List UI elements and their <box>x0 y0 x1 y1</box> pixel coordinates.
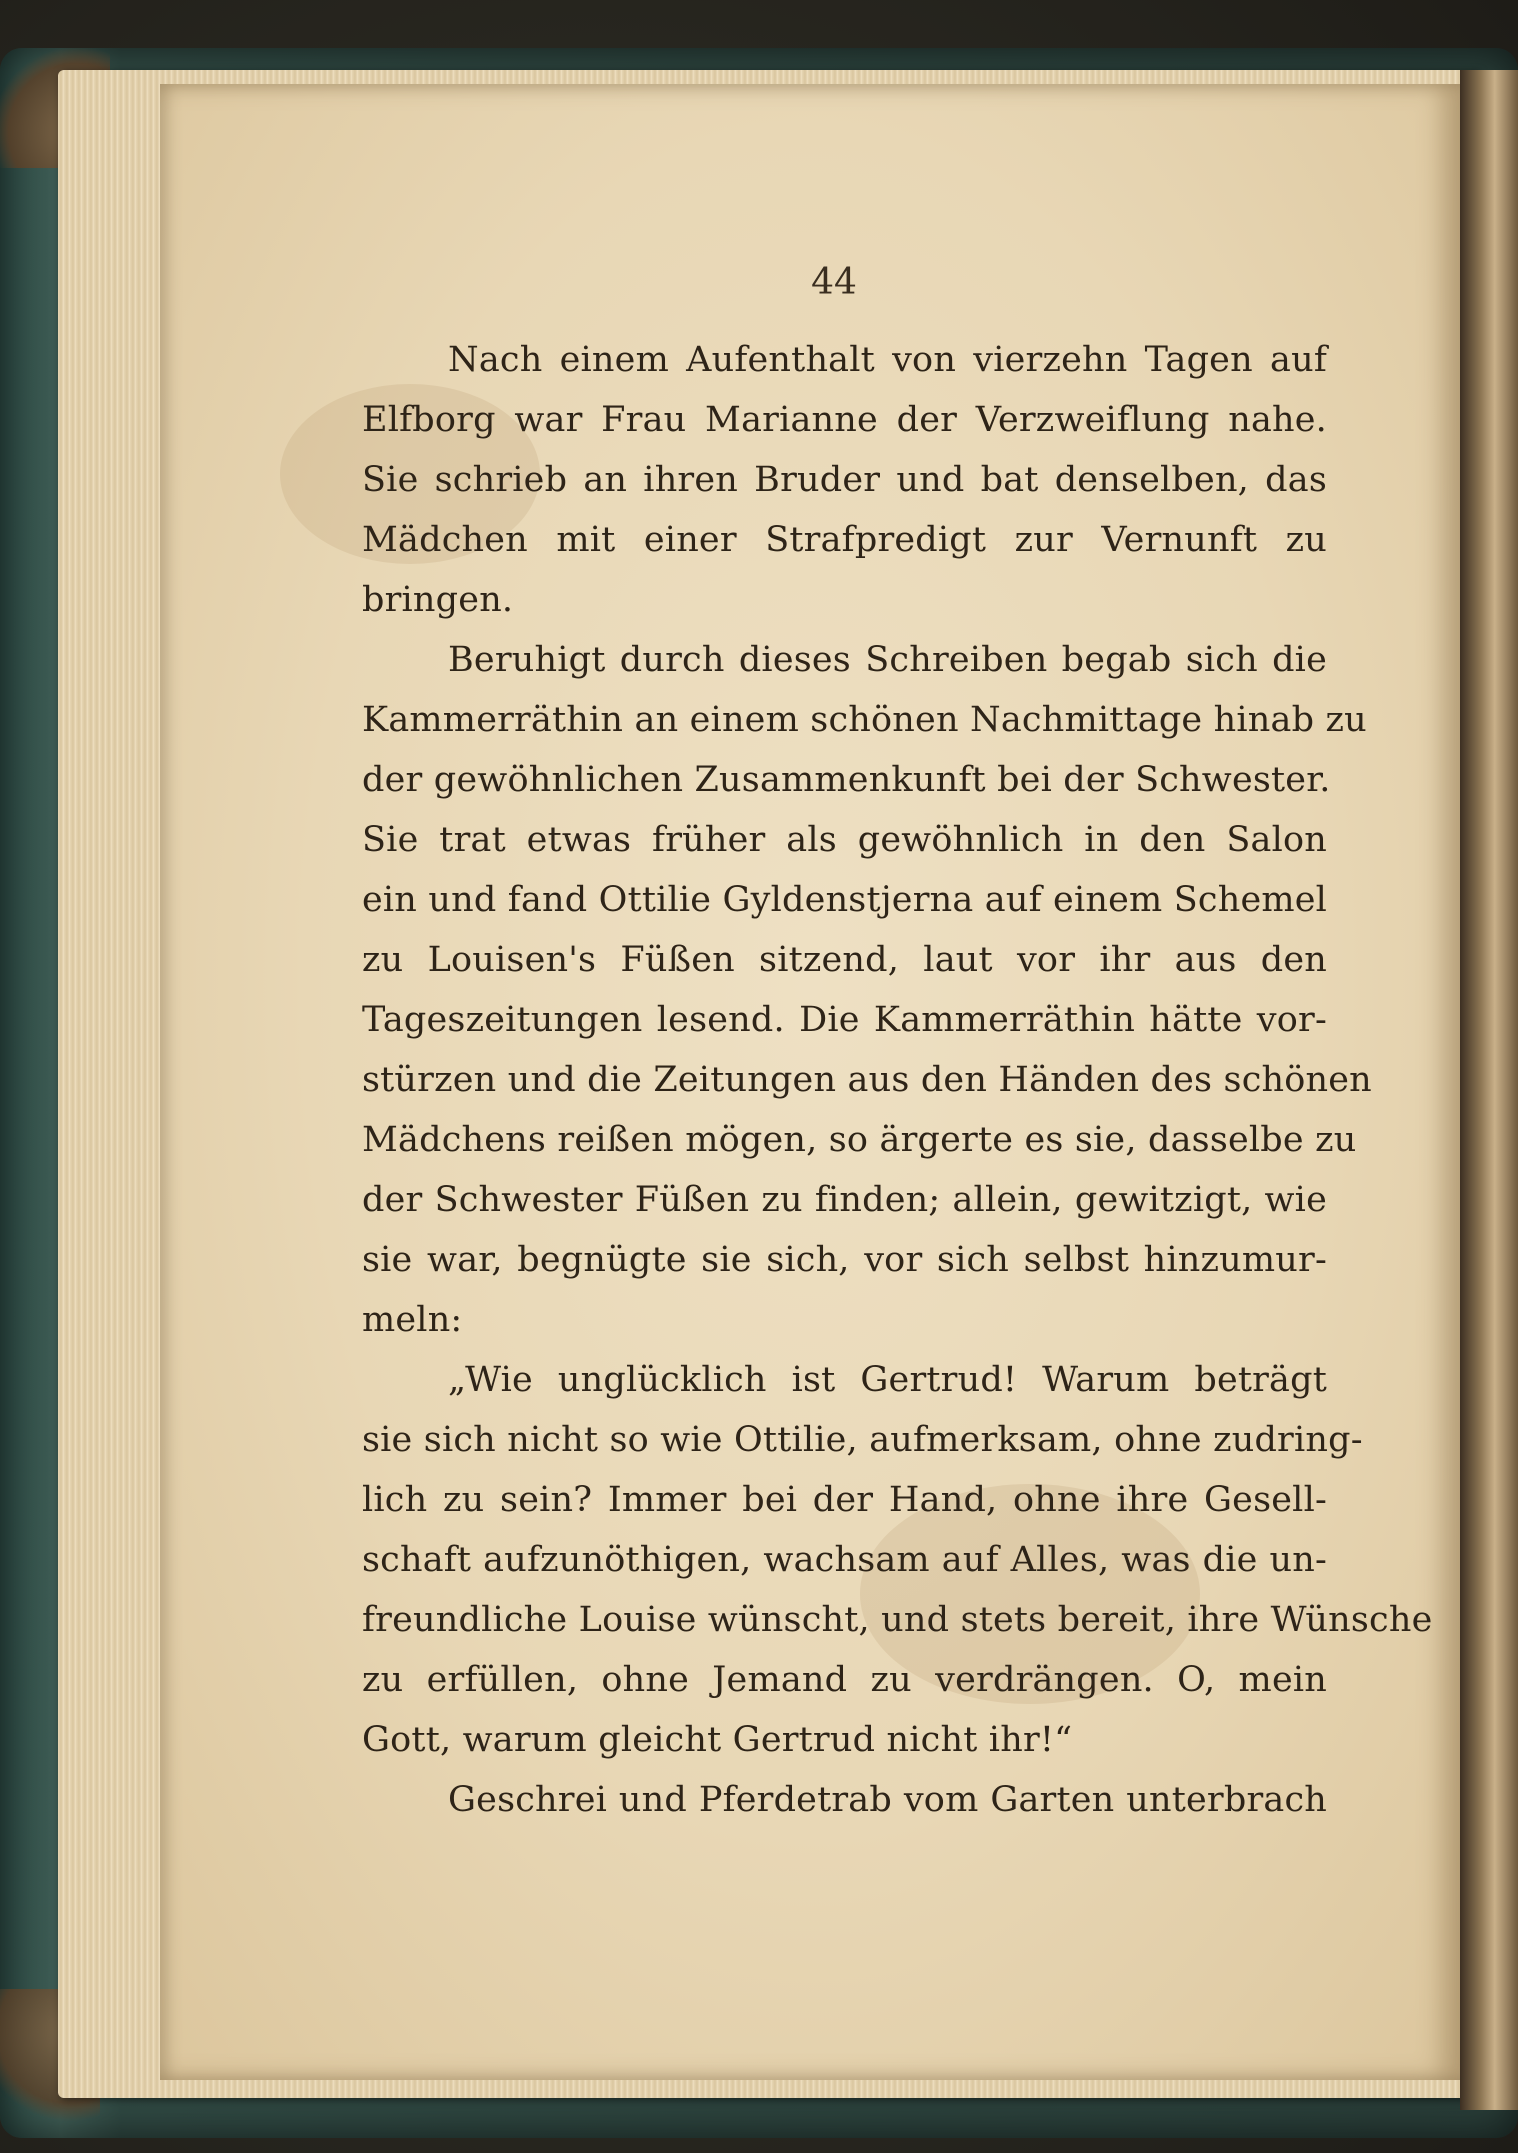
text-line: „Wie unglücklich ist Gertrud! Warum beträgt <box>448 1360 1327 1400</box>
text-line: zu Louisen's Füßen sitzend, laut vor ihr aus den <box>362 940 1327 980</box>
text-line: Beruhigt durch dieses Schreiben begab sich die <box>448 640 1327 680</box>
text-line: Sie trat etwas früher als gewöhnlich in den Salon <box>362 820 1327 860</box>
text-line: schaft aufzunöthigen, wachsam auf Alles, was die un- <box>362 1540 1327 1580</box>
body-text <box>362 330 1433 1830</box>
text-line: bringen. <box>362 580 514 620</box>
text-line: zu erfüllen, ohne Jemand zu verdrängen. O, mein <box>362 1660 1327 1700</box>
text-line: Nach einem Aufenthalt von vierzehn Tagen auf <box>448 340 1327 380</box>
page-number: 44 <box>811 262 857 303</box>
text-line: Gott, warum gleicht Gertrud nicht ihr!“ <box>362 1720 1073 1760</box>
text-line: ein und fand Ottilie Gyldenstjerna auf einem Schemel <box>362 880 1328 920</box>
text-line: lich zu sein? Immer bei der Hand, ohne ihre Gesell- <box>362 1480 1327 1520</box>
text-line: Kammerräthin an einem schönen Nachmittage hinab zu <box>362 700 1367 740</box>
text-line: Sie schrieb an ihren Bruder und bat denselben, das <box>362 460 1327 500</box>
text-line: Mädchens reißen mögen, so ärgerte es sie, dasselbe zu <box>362 1120 1357 1160</box>
text-line: Elfborg war Frau Marianne der Verzweiflung nahe. <box>362 400 1327 440</box>
text-line: Mädchen mit einer Strafpredigt zur Vernunft zu <box>362 520 1327 560</box>
text-line: sie sich nicht so wie Ottilie, aufmerksam, ohne zudring- <box>362 1420 1363 1460</box>
text-line: Tageszeitungen lesend. Die Kammerräthin hätte vor- <box>362 1000 1327 1040</box>
text-line: Geschrei und Pferdetrab vom Garten unterbrach <box>448 1780 1327 1820</box>
book-gutter <box>1460 70 1518 2110</box>
text-line: meln: <box>362 1300 463 1340</box>
text-line: sie war, begnügte sie sich, vor sich selbst hinzumur- <box>362 1240 1327 1280</box>
text-line: der Schwester Füßen zu finden; allein, gewitzigt, wie <box>362 1180 1327 1220</box>
text-line: der gewöhnlichen Zusammenkunft bei der Schwester. <box>362 760 1331 800</box>
text-line: stürzen und die Zeitungen aus den Händen des schönen <box>362 1060 1372 1100</box>
text-line: freundliche Louise wünscht, und stets bereit, ihre Wünsche <box>362 1600 1433 1640</box>
